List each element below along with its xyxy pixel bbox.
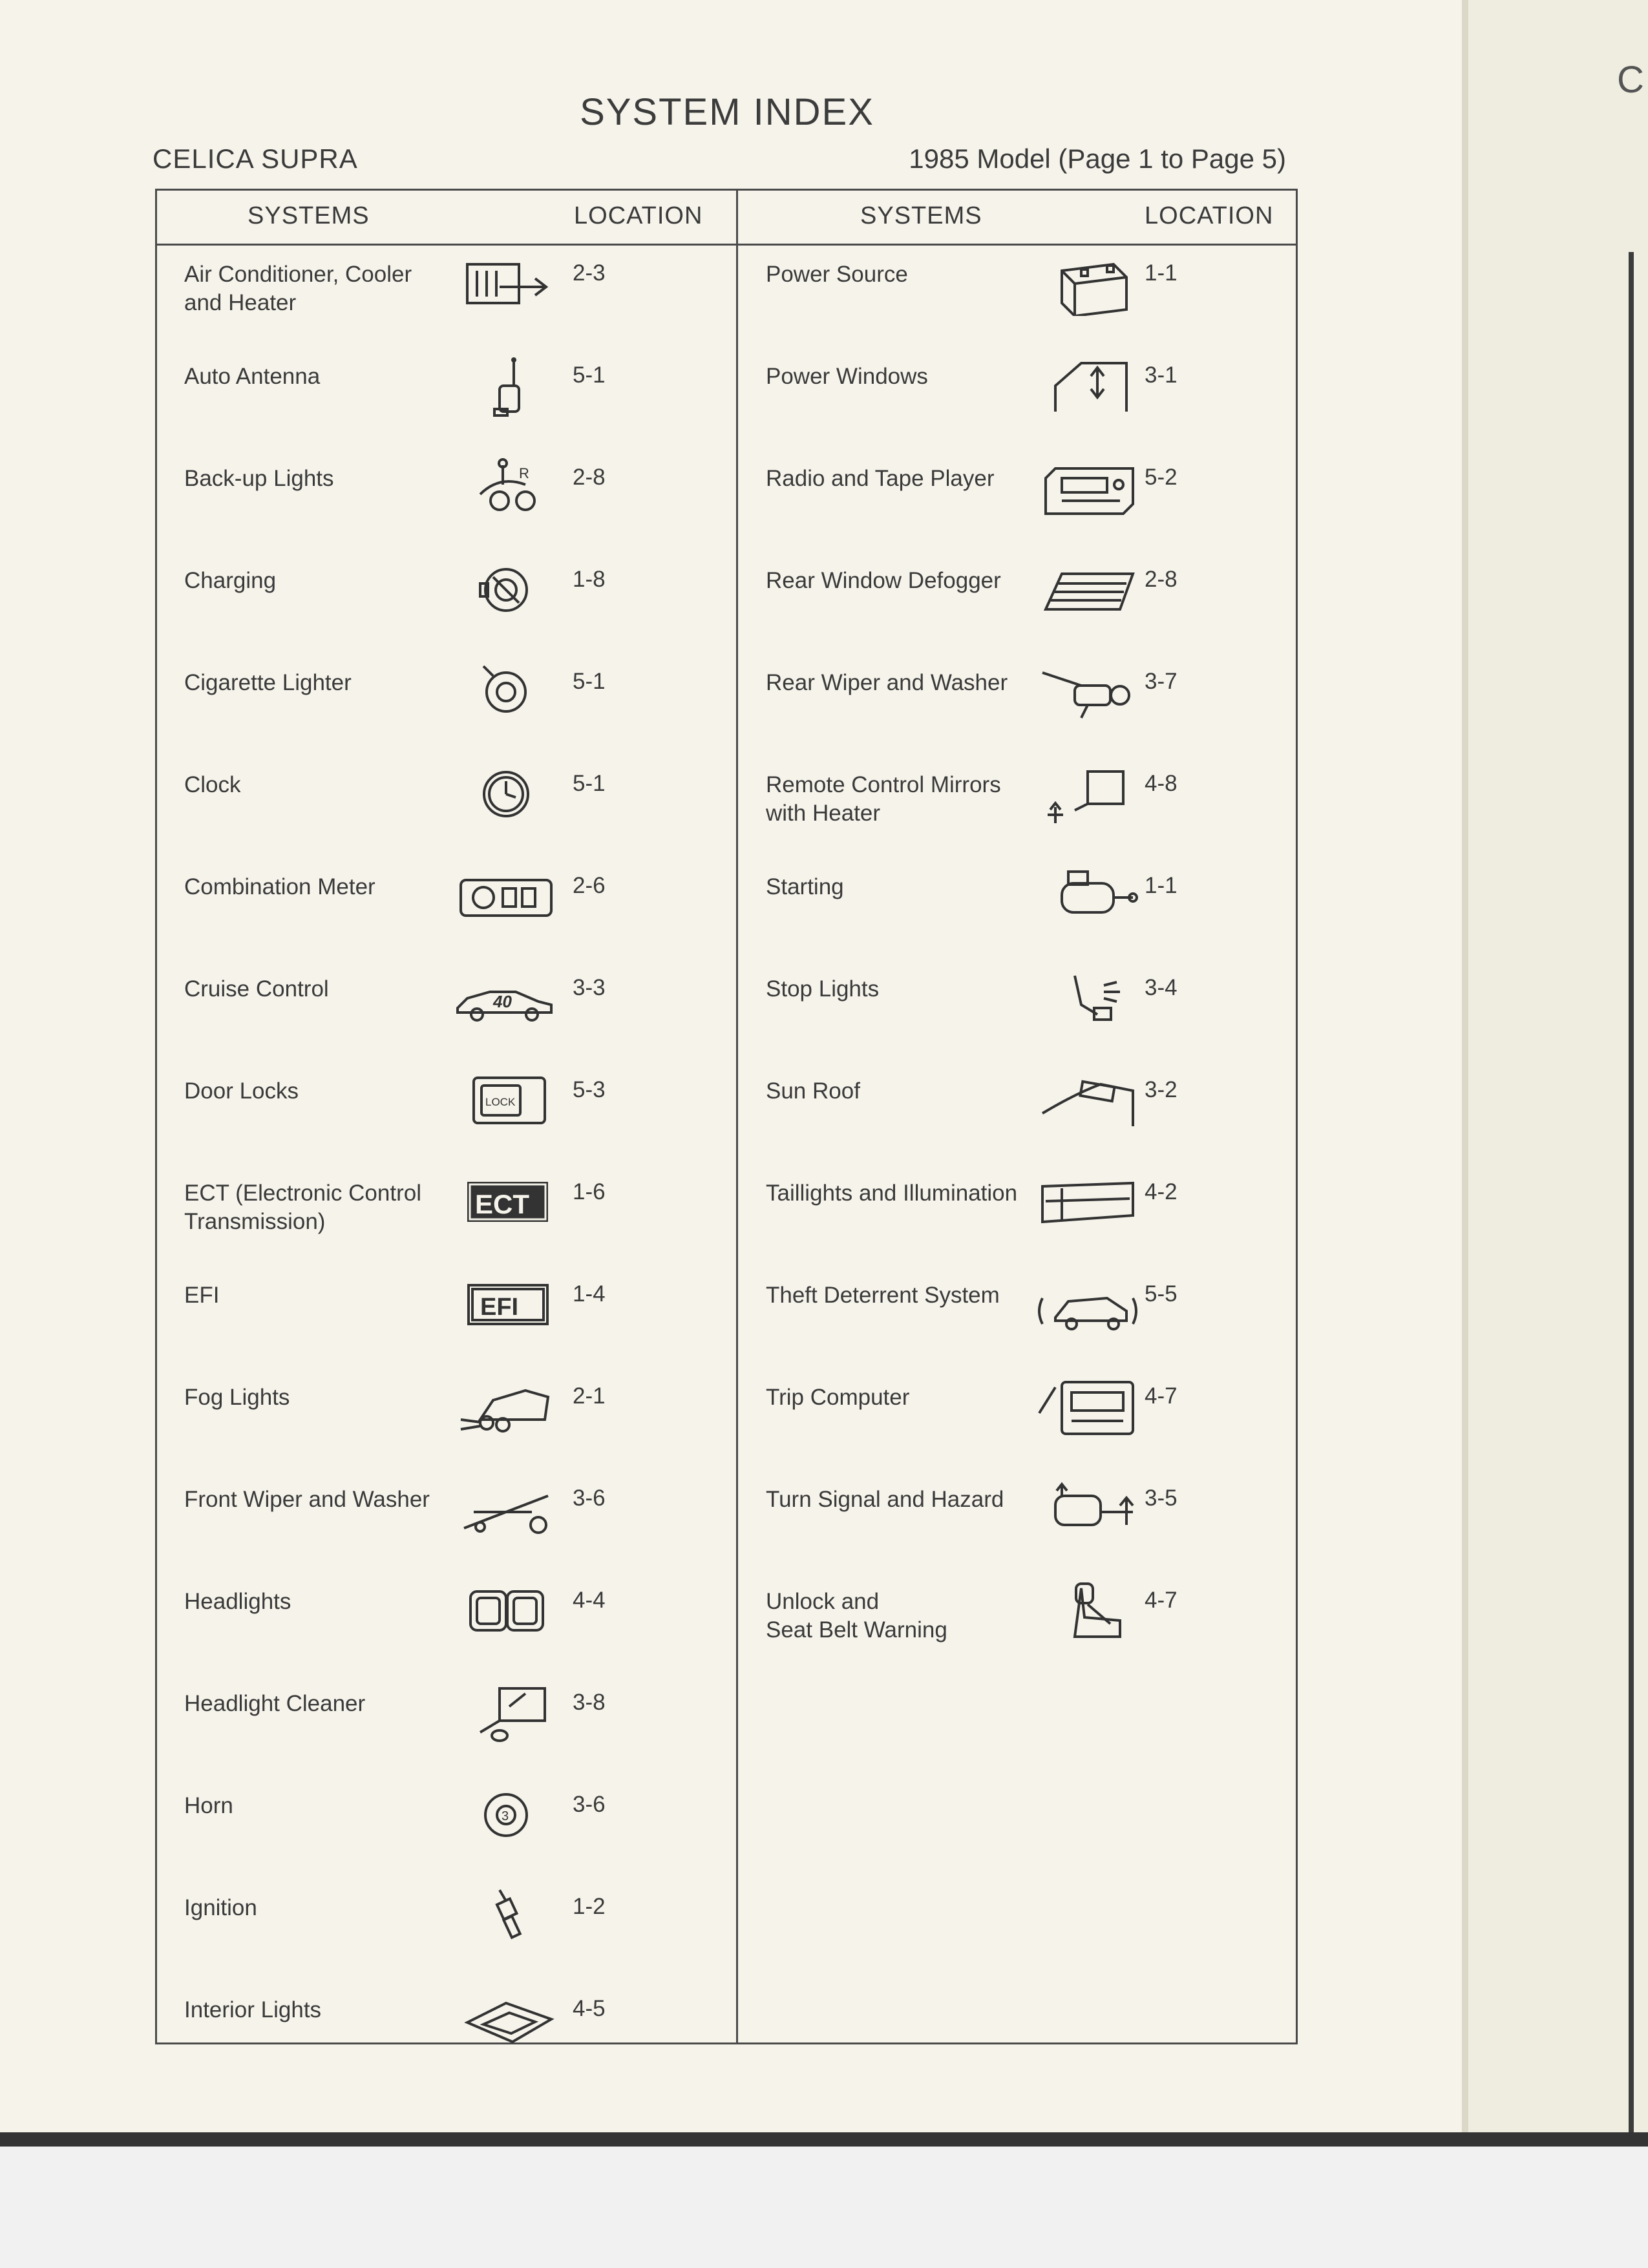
system-row <box>739 450 1314 552</box>
system-name: Sun Roof <box>766 1078 860 1104</box>
system-row <box>739 552 1314 655</box>
system-name: Headlight Cleaner <box>184 1691 366 1716</box>
system-row <box>157 1063 732 1165</box>
left-location-header: LOCATION <box>574 202 703 229</box>
defogger-icon <box>1036 558 1139 622</box>
reverse-gear-icon <box>454 456 558 520</box>
system-name: Front Wiper and Washer <box>184 1487 430 1512</box>
system-row <box>739 1573 1314 1675</box>
headlight-cleaner-icon <box>454 1681 558 1745</box>
system-name: EFI <box>184 1283 220 1308</box>
seat-belt-icon <box>1036 1579 1139 1643</box>
system-name: Turn Signal and Hazard <box>766 1487 1004 1512</box>
system-row <box>157 1267 732 1369</box>
location-page: 1-2 <box>573 1894 606 1919</box>
system-name: Starting <box>766 874 844 899</box>
location-page: 5-1 <box>573 771 606 796</box>
system-name: Back-up Lights <box>184 466 334 491</box>
svg-text:40: 40 <box>493 992 512 1011</box>
location-page: 4-7 <box>1145 1588 1178 1613</box>
system-name: Cruise Control <box>184 976 329 1002</box>
system-row <box>739 348 1314 450</box>
system-row <box>157 450 732 552</box>
antenna-icon <box>454 353 558 418</box>
rear-wiper-motor-icon <box>1036 660 1139 724</box>
next-page-border <box>1629 252 1634 2139</box>
location-page: 2-8 <box>573 465 606 490</box>
radio-icon <box>1036 456 1139 520</box>
spark-plug-icon <box>454 1885 558 1949</box>
power-window-icon <box>1036 353 1139 418</box>
system-row <box>157 961 732 1063</box>
system-row <box>157 757 732 859</box>
system-row <box>739 246 1314 348</box>
cruise-car-icon <box>454 966 558 1031</box>
location-page: 2-6 <box>573 873 606 898</box>
location-page: 5-1 <box>573 669 606 694</box>
system-row <box>739 961 1314 1063</box>
location-page: 2-8 <box>1145 567 1178 592</box>
system-name: Charging <box>184 568 277 593</box>
system-row <box>157 1675 732 1778</box>
system-row <box>157 859 732 961</box>
location-page: 2-1 <box>573 1383 606 1409</box>
system-row <box>739 859 1314 961</box>
location-page: 1-8 <box>573 567 606 592</box>
location-page: 4-7 <box>1145 1383 1178 1409</box>
brake-pedal-icon <box>1036 966 1139 1031</box>
horn-icon <box>454 1783 558 1847</box>
trip-computer-icon <box>1036 1374 1139 1439</box>
left-systems-header: SYSTEMS <box>248 202 370 229</box>
location-page: 4-2 <box>1145 1179 1178 1204</box>
wiper-linkage-icon <box>454 1476 558 1541</box>
system-row <box>157 1471 732 1573</box>
location-page: 1-1 <box>1145 260 1178 286</box>
system-row <box>157 246 732 348</box>
location-page: 5-1 <box>573 362 606 388</box>
header-rule <box>157 244 1296 246</box>
system-name: Taillights and Illumination <box>766 1181 1018 1206</box>
svg-text:LOCK: LOCK <box>485 1096 516 1108</box>
meter-cluster-icon <box>454 864 558 929</box>
system-name: Ignition <box>184 1895 257 1920</box>
system-row <box>157 655 732 757</box>
location-page: 5-5 <box>1145 1281 1178 1307</box>
system-name: Combination Meter <box>184 874 375 899</box>
location-page: 2-3 <box>573 260 606 286</box>
system-row <box>739 1471 1314 1573</box>
system-name: Horn <box>184 1793 233 1818</box>
right-location-header: LOCATION <box>1145 202 1274 229</box>
svg-text:EFI: EFI <box>480 1294 519 1321</box>
system-name: Power Windows <box>766 364 928 389</box>
location-page: 3-6 <box>573 1486 606 1511</box>
scan-background <box>0 2147 1648 2268</box>
location-page: 3-7 <box>1145 669 1178 694</box>
ac-vent-icon <box>454 251 558 316</box>
column-divider <box>736 191 738 2042</box>
system-row <box>739 1369 1314 1471</box>
system-row <box>157 1369 732 1471</box>
alternator-icon <box>454 558 558 622</box>
system-index-table <box>155 189 1298 2044</box>
turn-signal-switch-icon <box>1036 1476 1139 1541</box>
headlight-icon <box>454 1579 558 1643</box>
location-page: 3-8 <box>573 1690 606 1715</box>
location-page: 5-2 <box>1145 465 1178 490</box>
system-name: Remote Control Mirrors with Heater <box>766 772 1001 826</box>
dome-light-icon <box>454 1987 558 2052</box>
system-name: ECT (Electronic Control Transmission) <box>184 1181 421 1234</box>
clock-icon <box>454 762 558 826</box>
location-page: 3-4 <box>1145 975 1178 1000</box>
system-row <box>157 348 732 450</box>
system-name: Radio and Tape Player <box>766 466 995 491</box>
location-page: 1-1 <box>1145 873 1178 898</box>
system-name: Rear Wiper and Washer <box>766 670 1008 695</box>
system-name: Rear Window Defogger <box>766 568 1001 593</box>
system-name: Cigarette Lighter <box>184 670 352 695</box>
system-row <box>157 1573 732 1675</box>
right-systems-header: SYSTEMS <box>860 202 982 229</box>
system-name: Interior Lights <box>184 1997 322 2022</box>
system-name: Air Conditioner, Cooler and Heater <box>184 262 412 315</box>
svg-text:R: R <box>519 465 529 481</box>
system-name: Fog Lights <box>184 1385 290 1410</box>
location-page: 4-8 <box>1145 771 1178 796</box>
efi-badge-icon <box>454 1272 558 1337</box>
model-name: CELICA SUPRA <box>153 143 358 174</box>
location-page: 1-4 <box>573 1281 606 1307</box>
location-page: 4-4 <box>573 1588 606 1613</box>
fog-lights-icon <box>454 1374 558 1439</box>
location-page: 3-3 <box>573 975 606 1000</box>
system-row <box>157 1880 732 1982</box>
taillight-icon <box>1036 1170 1139 1235</box>
system-row <box>739 1165 1314 1267</box>
sunroof-icon <box>1036 1068 1139 1133</box>
page-title: SYSTEM INDEX <box>580 91 874 133</box>
location-page: 3-6 <box>573 1792 606 1817</box>
system-name: Theft Deterrent System <box>766 1283 1000 1308</box>
theft-alarm-icon <box>1036 1272 1139 1337</box>
system-name: Auto Antenna <box>184 364 321 389</box>
location-page: 4-5 <box>573 1996 606 2021</box>
system-row <box>157 552 732 655</box>
system-name: Headlights <box>184 1589 291 1614</box>
next-page-edge <box>1468 0 1648 2139</box>
next-page-peek-text: C <box>1617 59 1644 101</box>
system-row <box>739 757 1314 859</box>
starter-motor-icon <box>1036 864 1139 929</box>
system-name: Power Source <box>766 262 908 287</box>
ect-badge-icon <box>454 1170 558 1235</box>
system-row <box>739 1267 1314 1369</box>
model-year-pages: 1985 Model (Page 1 to Page 5) <box>909 143 1286 174</box>
location-page: 3-1 <box>1145 362 1178 388</box>
mirror-icon <box>1036 762 1139 826</box>
system-name: Clock <box>184 772 241 797</box>
system-name: Trip Computer <box>766 1385 910 1410</box>
location-page: 5-3 <box>573 1077 606 1102</box>
lighter-icon <box>454 660 558 724</box>
scan-bottom-edge <box>0 2132 1648 2147</box>
lock-switch-icon <box>454 1068 558 1133</box>
system-name: Unlock and Seat Belt Warning <box>766 1589 947 1643</box>
location-page: 1-6 <box>573 1179 606 1204</box>
location-page: 3-5 <box>1145 1486 1178 1511</box>
system-row <box>157 1982 732 2084</box>
system-row <box>157 1778 732 1880</box>
svg-text:ECT: ECT <box>475 1189 529 1219</box>
svg-text:3: 3 <box>502 1809 509 1823</box>
system-name: Door Locks <box>184 1078 299 1104</box>
location-page: 3-2 <box>1145 1077 1178 1102</box>
system-row <box>739 1063 1314 1165</box>
page-edge <box>1462 0 1468 2139</box>
system-row <box>157 1165 732 1267</box>
system-name: Stop Lights <box>766 976 880 1002</box>
battery-icon <box>1036 251 1139 316</box>
system-row <box>739 655 1314 757</box>
